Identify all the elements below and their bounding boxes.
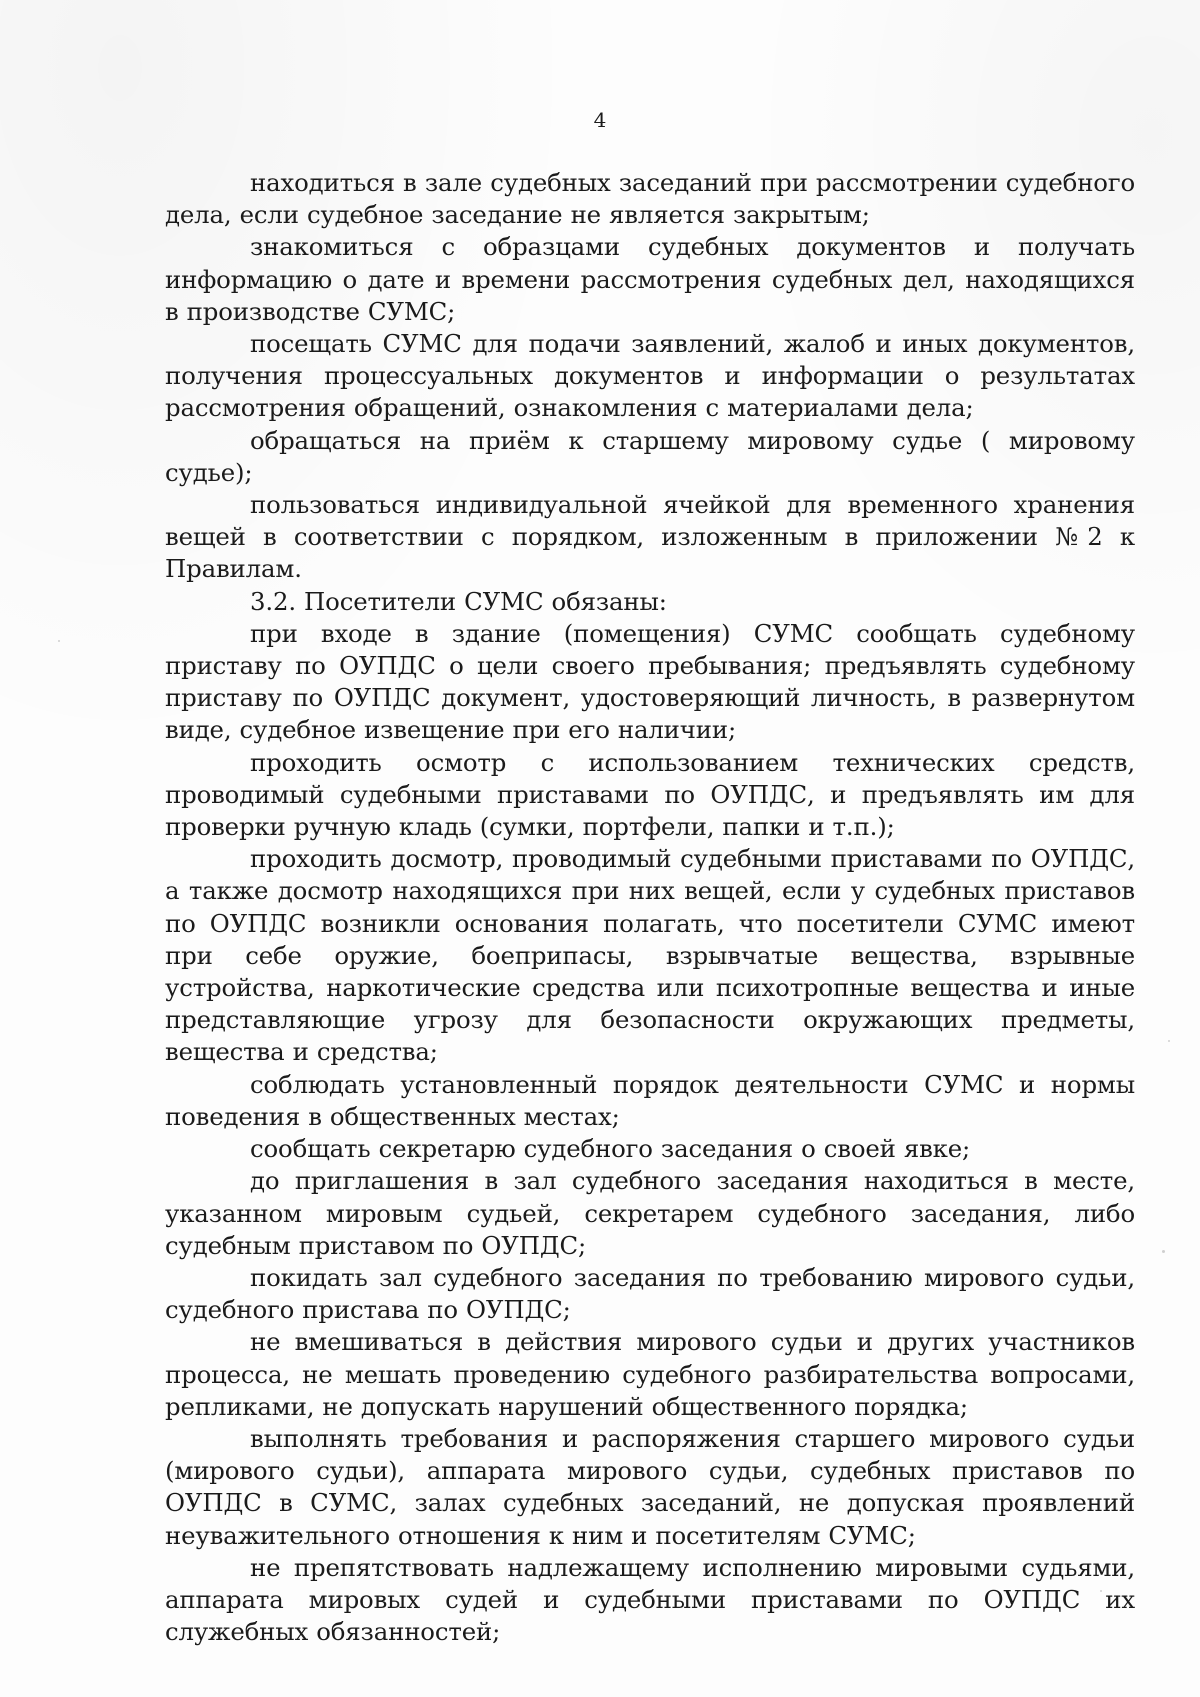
- section-heading: 3.2. Посетители СУМС обязаны:: [250, 586, 667, 616]
- paragraph: посещать СУМС для подачи заявлений, жалоб и иных документов, получения процессуальных документов и информации о результатах рассмотрения обращений, ознакомления с материалами дела;: [165, 329, 1135, 423]
- paragraph: проходить досмотр, проводимый судебными приставами по ОУПДС, а также досмотр находящихся при них вещей, если у судебных приставов по ОУПДС возникли основания полагать, что посетители СУМС имеют при себе оружие, боеприпасы, взрывчатые вещества, взрывные устройства, наркотические средства или психотропные вещества и иные представляющие угрозу для безопасности окружающих предметы, вещества и средства;: [165, 844, 1135, 1067]
- scan-speck: [1168, 1040, 1170, 1042]
- paragraph: находиться в зале судебных заседаний при рассмотрении судебного дела, если судебное заседание не является закрытым;: [165, 168, 1135, 230]
- paragraph: покидать зал судебного заседания по требованию мирового судьи, судебного пристава по ОУПДС;: [165, 1262, 1135, 1325]
- paragraph: пользоваться индивидуальной ячейкой для временного хранения вещей в соответствии с порядком, изложенным в приложении №2 к Правилам.: [165, 490, 1135, 584]
- page-number: 4: [593, 108, 607, 132]
- paragraph: не вмешиваться в действия мирового судьи и других участников процесса, не мешать проведению судебного разбирательства вопросами, репликами, не допускать нарушений общественного порядка;: [165, 1327, 1135, 1421]
- scan-speck: [58, 640, 60, 642]
- document-body: [165, 167, 1135, 1648]
- paragraph: знакомиться с образцами судебных документов и получать информацию о дате и времени рассмотрения судебных дел, находящихся в производстве СУМС;: [165, 232, 1135, 326]
- paragraph: не препятствовать надлежащему исполнению мировыми судьями, аппарата мировых судей и судебными приставами по ОУПДС их служебных обязанностей;: [165, 1552, 1135, 1647]
- paragraph: при входе в здание (помещения) СУМС сообщать судебному приставу по ОУПДС о цели своего пребывания; предъявлять судебному приставу по ОУПДС документ, удостоверяющий личность, в развернутом виде, судебное извещение при его наличии;: [165, 618, 1135, 745]
- scan-speck: [1162, 1250, 1165, 1253]
- paragraph: до приглашения в зал судебного заседания находиться в месте, указанном мировым судьей, секретарем судебного заседания, либо судебным приставом по ОУПДС;: [165, 1166, 1135, 1260]
- paragraph: проходить осмотр с использованием технических средств, проводимый судебными приставами по ОУПДС, и предъявлять им для проверки ручную кладь (сумки, портфели, папки и т.п.);: [165, 747, 1135, 842]
- paragraph: обращаться на приём к старшему мировому судье ( мировому судье);: [165, 425, 1135, 487]
- paragraph: соблюдать установленный порядок деятельности СУМС и нормы поведения в общественных местах;: [165, 1069, 1135, 1131]
- paragraph: сообщать секретарю судебного заседания о своей явке;: [250, 1134, 971, 1164]
- scan-speck: [1100, 1590, 1102, 1592]
- paragraph: выполнять требования и распоряжения старшего мирового судьи (мирового судьи), аппарата мирового судьи, судебных приставов по ОУПДС в СУМС, залах судебных заседаний, не допуская проявлений неуважительного отношения к ним и посетителям СУМС;: [165, 1423, 1135, 1550]
